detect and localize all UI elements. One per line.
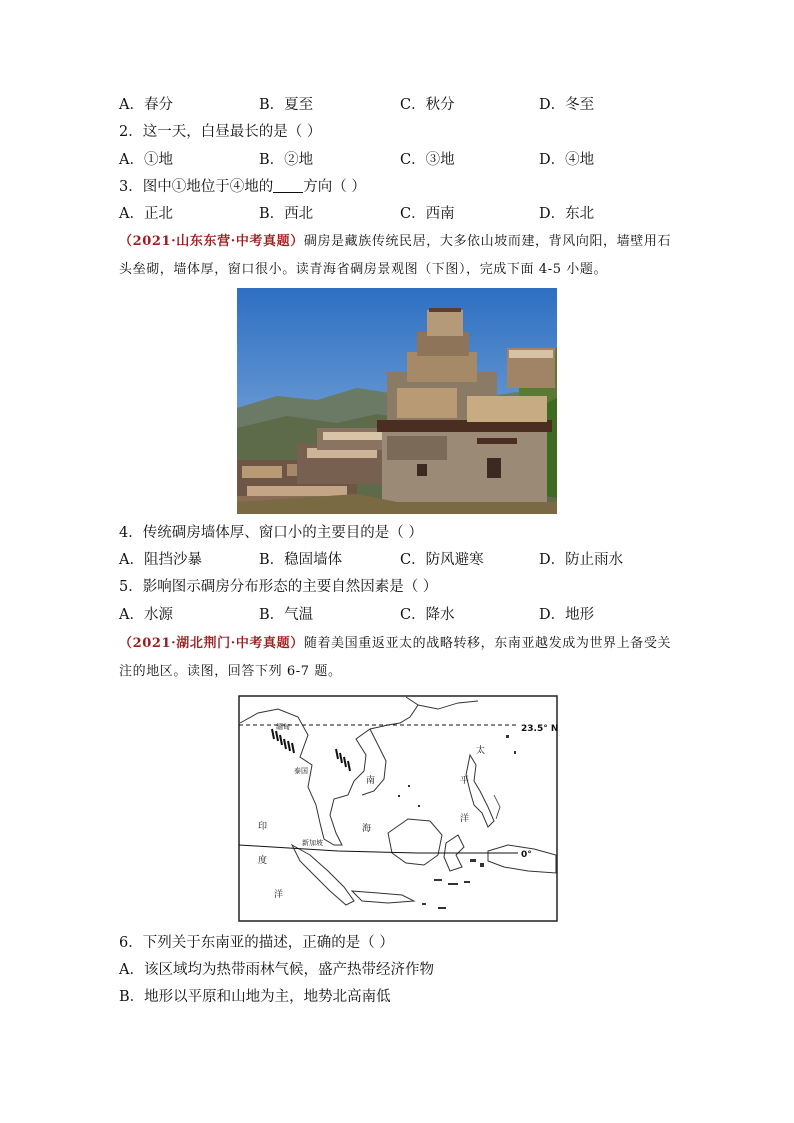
passage-2-text-1: 随着美国重返亚太的战略转移，东南亚越发成为世界上备受关 bbox=[303, 636, 672, 651]
q2-option-a[interactable]: A．①地 bbox=[119, 152, 173, 168]
q3-stem-after: 方向（ ） bbox=[303, 179, 366, 195]
q5-option-d[interactable]: D．地形 bbox=[539, 607, 595, 623]
yang-indian-label: 洋 bbox=[274, 890, 284, 900]
q4-option-c[interactable]: C．防风避寒 bbox=[400, 552, 484, 568]
q3-option-d[interactable]: D．东北 bbox=[539, 206, 595, 222]
q6-option-a[interactable]: A．该区域均为热带雨林气候，盛产热带经济作物 bbox=[119, 962, 434, 978]
q1-option-c[interactable]: C．秋分 bbox=[400, 97, 455, 113]
q3-stem bbox=[119, 177, 366, 197]
q3-stem-before: 3．图中①地位于④地的 bbox=[119, 179, 274, 195]
q3-option-a[interactable]: A．正北 bbox=[119, 206, 173, 222]
q6-stem: 6．下列关于东南亚的描述，正确的是（ ） bbox=[119, 935, 394, 951]
q5-options bbox=[119, 605, 679, 625]
hai-label: 海 bbox=[362, 824, 372, 834]
myanmar-label: 缅甸 bbox=[276, 723, 290, 731]
tai-label: 太 bbox=[476, 746, 486, 756]
q4-option-d[interactable]: D．防止雨水 bbox=[539, 552, 624, 568]
southeast-asia-map bbox=[238, 695, 558, 922]
q6-option-b[interactable]: B．地形以平原和山地为主，地势北高南低 bbox=[119, 989, 391, 1005]
passage-2-line-1 bbox=[119, 630, 679, 658]
q4-stem: 4．传统碉房墙体厚、窗口小的主要目的是（ ） bbox=[119, 525, 423, 541]
q4-options bbox=[119, 550, 679, 570]
q2-option-b[interactable]: B．②地 bbox=[259, 152, 314, 168]
passage-1-source: （2021·山东东营·中考真题） bbox=[119, 234, 304, 249]
q2-stem: 2．这一天，白昼最长的是（ ） bbox=[119, 124, 322, 140]
singapore-label: 新加坡 bbox=[302, 839, 323, 847]
q1-option-b[interactable]: B．夏至 bbox=[259, 97, 314, 113]
q4-option-a[interactable]: A．阻挡沙暴 bbox=[119, 552, 202, 568]
q5-option-c[interactable]: C．降水 bbox=[400, 607, 455, 623]
q1-options bbox=[119, 95, 679, 115]
passage-1-text-1: 碉房是藏族传统民居，大多依山坡而建，背风向阳，墙壁用石 bbox=[303, 234, 672, 249]
yang-pacific-label: 洋 bbox=[460, 814, 470, 824]
q5-stem: 5．影响图示碉房分布形态的主要自然因素是（ ） bbox=[119, 579, 438, 595]
q4-option-b[interactable]: B．稳固墙体 bbox=[259, 552, 343, 568]
passage-1-line-1 bbox=[119, 228, 679, 256]
tropic-label: 23.5° N bbox=[521, 724, 558, 734]
passage-2-text-2: 注的地区。读图，回答下列 6-7 题。 bbox=[119, 664, 342, 679]
q3-answer-blank[interactable] bbox=[273, 178, 303, 193]
passage-2 bbox=[119, 630, 679, 686]
passage-1 bbox=[119, 228, 679, 284]
q3-option-b[interactable]: B．西北 bbox=[259, 206, 314, 222]
q1-option-a[interactable]: A．春分 bbox=[119, 97, 173, 113]
thailand-label: 泰国 bbox=[294, 767, 308, 775]
nan-label: 南 bbox=[366, 776, 376, 786]
yin-label: 印 bbox=[258, 822, 268, 832]
passage-1-text-2: 头垒砌，墙体厚，窗口很小。读青海省碉房景观图（下图），完成下面 4-5 小题。 bbox=[119, 262, 608, 277]
du-label: 度 bbox=[258, 856, 268, 866]
passage-2-source: （2021·湖北荆门·中考真题） bbox=[119, 636, 304, 651]
q2-option-d[interactable]: D．④地 bbox=[539, 152, 595, 168]
q5-option-b[interactable]: B．气温 bbox=[259, 607, 314, 623]
q1-option-d[interactable]: D．冬至 bbox=[539, 97, 595, 113]
q3-option-c[interactable]: C．西南 bbox=[400, 206, 455, 222]
q3-options bbox=[119, 204, 679, 224]
q2-options bbox=[119, 150, 679, 170]
ping-label: 平 bbox=[460, 776, 470, 786]
equator-label: 0° bbox=[521, 850, 532, 860]
q5-option-a[interactable]: A．水源 bbox=[119, 607, 173, 623]
q2-option-c[interactable]: C．③地 bbox=[400, 152, 455, 168]
stone-house-photo bbox=[237, 288, 557, 514]
